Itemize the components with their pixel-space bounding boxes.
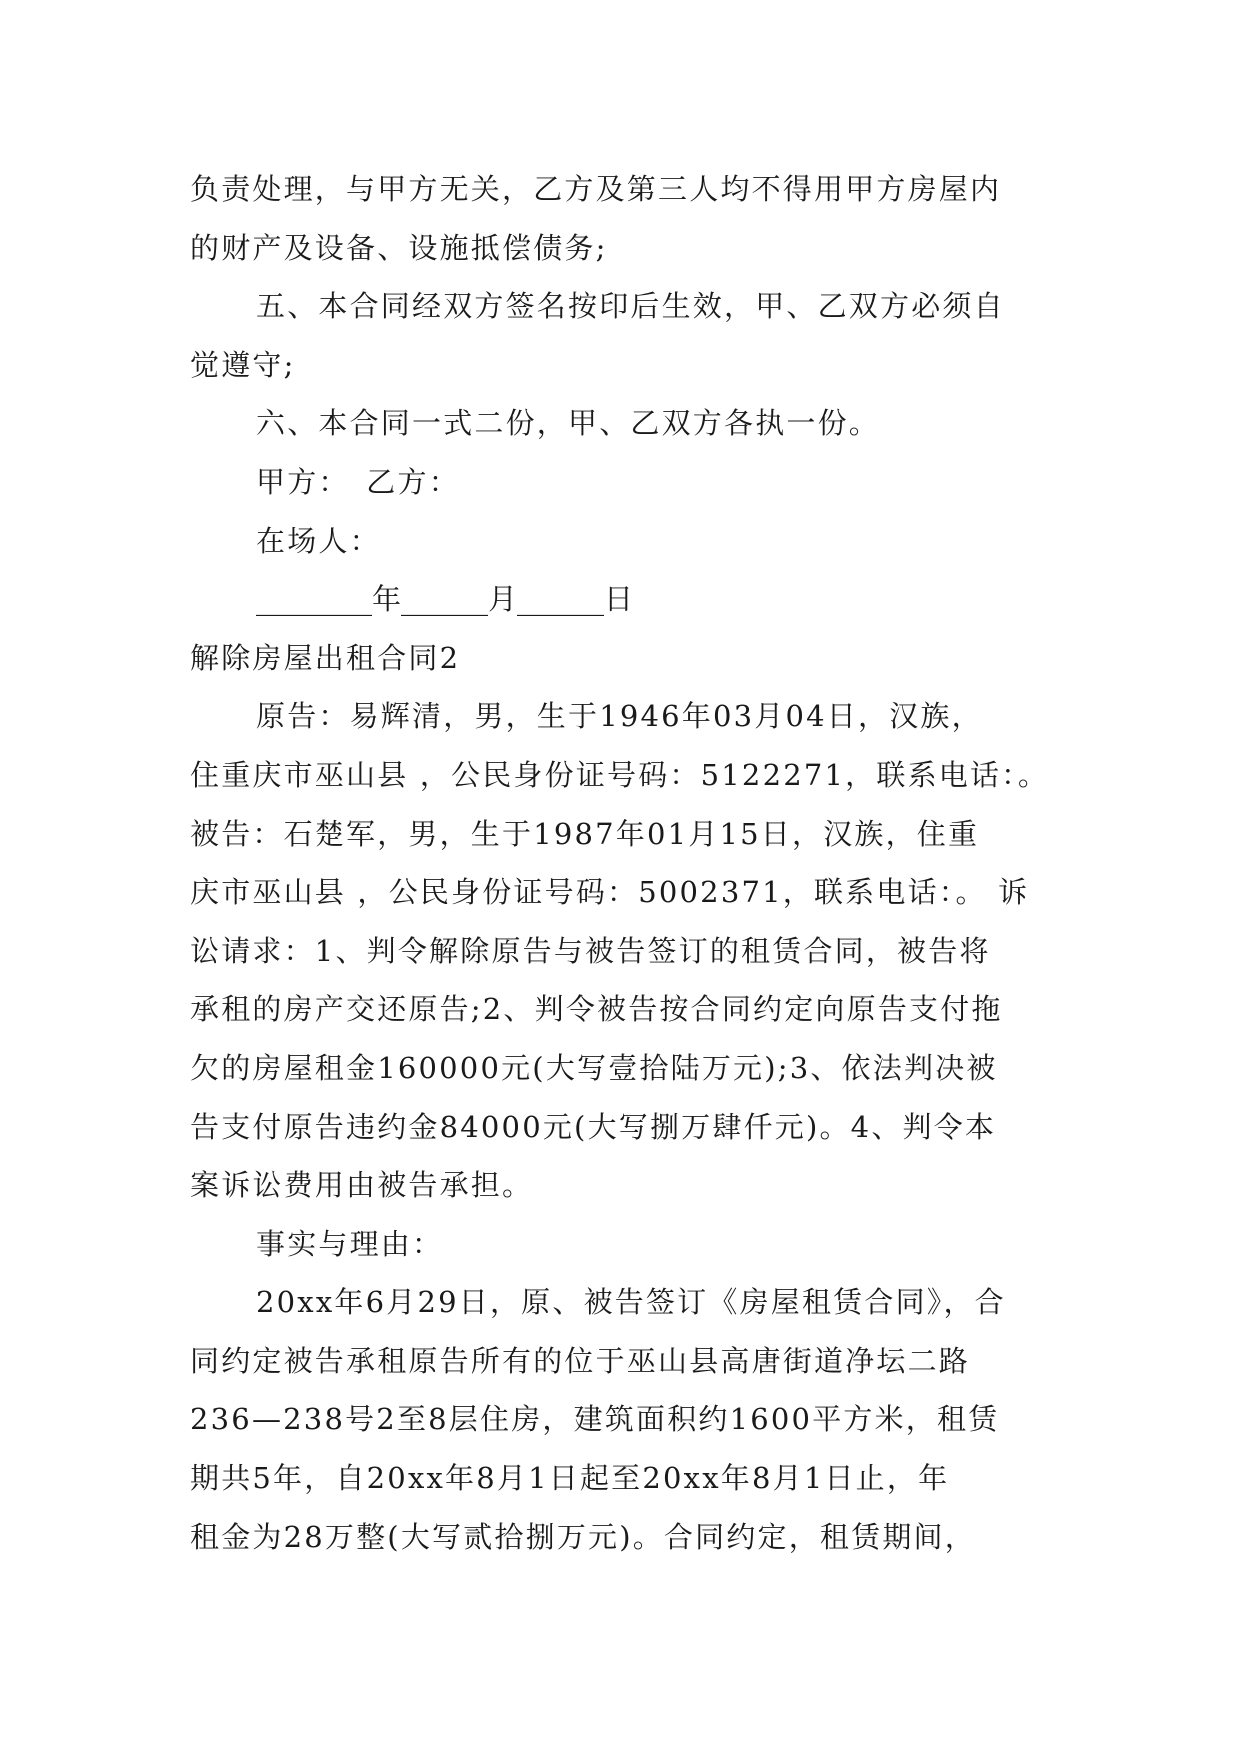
text-line: 事实与理由： [256, 1226, 444, 1261]
text-line: 原告：易辉清，男，生于1946年03月04日，汉族， [256, 699, 983, 734]
text-line: 觉遵守; [190, 347, 296, 382]
text-line: 同约定被告承租原告所有的位于巫山县高唐街道净坛二路 [190, 1343, 971, 1378]
text-line: 六、本合同一式二份，甲、乙双方各执一份。 [256, 406, 881, 441]
signature-parties-line: 甲方： 乙方： [256, 464, 460, 499]
text-line: 236—238号2至8层住房，建筑面积约1600平方米，租赁 [190, 1402, 1000, 1437]
text-line: 五、本合同经双方签名按印后生效，甲、乙双方必须自 [256, 289, 1005, 324]
document-body [190, 160, 1070, 1566]
text-line: 欠的房屋租金160000元(大写壹拾陆万元);3、依法判决被 [190, 1050, 998, 1085]
text-line: 告支付原告违约金84000元(大写捌万肆仟元)。4、判令本 [190, 1109, 997, 1144]
witness-line: 在场人： [256, 523, 381, 558]
text-line: 承租的房产交还原告;2、判令被告按合同约定向原告支付拖 [190, 992, 1003, 1027]
section-title: 解除房屋出租合同2 [190, 640, 461, 675]
text-line: 被告：石楚军，男，生于1987年01月15日，汉族，住重 [190, 816, 980, 851]
text-line: 租金为28万整(大写贰拾捌万元)。合同约定，租赁期间， [190, 1519, 976, 1554]
text-line: 庆市巫山县 ，公民身份证号码：5002371，联系电话：。 诉 [190, 875, 1030, 910]
text-line: 案诉讼费用由被告承担。 [190, 1168, 534, 1203]
text-line: 20xx年6月29日，原、被告签订《房屋租赁合同》，合 [256, 1285, 1006, 1320]
text-line: 住重庆市巫山县 ，公民身份证号码：5122271，联系电话：。 [190, 757, 1050, 792]
date-line: ________年______月______日 [256, 582, 634, 617]
text-line: 期共5年，自20xx年8月1日起至20xx年8月1日止，年 [190, 1461, 950, 1496]
text-line: 的财产及设备、设施抵偿债务; [190, 230, 608, 265]
text-line: 负责处理，与甲方无关，乙方及第三人均不得用甲方房屋内 [190, 172, 1002, 206]
text-line: 讼请求：1、判令解除原告与被告签订的租赁合同，被告将 [190, 933, 991, 968]
